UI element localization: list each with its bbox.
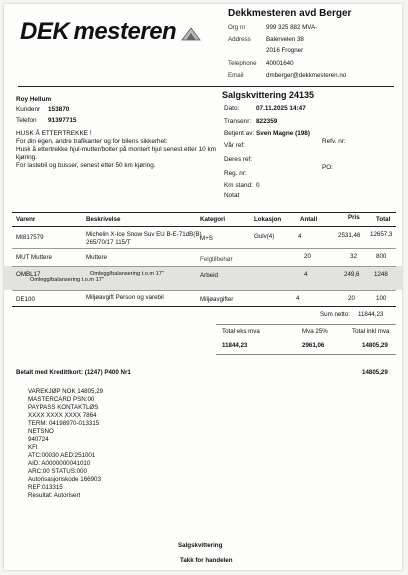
item-no: DE100	[16, 296, 35, 303]
notice-line: For din egen, andre trafikanter og for bilens sikkerhet:	[16, 138, 168, 145]
totals-bottom-rule	[216, 354, 396, 355]
terminal-line: XXXX XXXX XXXX 7864	[28, 412, 97, 419]
info-value: dmberger@dekkmesteren.no	[266, 72, 347, 79]
item-desc: Muttere	[86, 254, 107, 261]
payment-amount: 14805,29	[362, 369, 388, 376]
footer-thanks: Takk for handelen	[180, 557, 233, 564]
receipt-title: Salgskvittering 24135	[222, 90, 315, 100]
terminal-line: MASTERCARD PSN:00	[28, 396, 95, 403]
note-label: Notat	[224, 192, 240, 199]
item-location: Gulv(4)	[254, 233, 275, 240]
item-qty: 4	[296, 295, 300, 302]
receipt-page	[4, 4, 402, 570]
notice-line: HUSK Å ETTERTREKKE !	[16, 130, 92, 137]
item-desc2: Omlegg/balansering t.o.m 17"	[30, 277, 104, 283]
info-label: Email	[228, 72, 244, 79]
item-no: OMBL17	[16, 271, 41, 278]
item-category: Arbeid	[200, 272, 218, 279]
item-total: 1248	[374, 271, 388, 278]
logo-tire-icon	[180, 26, 202, 42]
item-qty: 4	[298, 233, 302, 240]
info-label: Org nr	[228, 24, 246, 31]
terminal-line: TERM: 04198970-013315	[28, 420, 100, 427]
info-value: 999 325 882 MVA-	[266, 24, 318, 31]
item-category: Felgtilbehør	[200, 256, 233, 263]
km-value: 0	[256, 182, 260, 189]
col-beskrivelse: Beskrivelse	[86, 216, 121, 223]
info-value: 2016 Frogner	[266, 47, 304, 54]
col-total: Total	[376, 216, 391, 223]
customer-no: 153870	[48, 106, 70, 113]
company-name: Dekkmesteren avd Berger	[228, 8, 352, 19]
reg-label: Reg. nr:	[224, 170, 247, 177]
customer-no-label: Kundenr	[16, 106, 41, 113]
terminal-line: Autorisasjonskode 166903	[28, 476, 101, 483]
payment-method: Betalt med Kredittkort: (1247) P400 Nr1	[16, 369, 131, 376]
our-ref-label: Vår ref:	[224, 142, 245, 149]
item-price: 249,6	[344, 271, 360, 278]
col-varenr: Varenr	[16, 216, 36, 223]
info-value: 40001640	[266, 60, 294, 67]
terminal-line: KFI	[28, 444, 38, 451]
item-category: Miljøavgifter	[200, 296, 234, 303]
info-value: Balervelen 38	[266, 36, 304, 43]
sum-netto-label: Sum netto:	[320, 311, 350, 318]
company-logo: DEK mesteren	[20, 18, 177, 45]
notice-line: For lastebil og busser, senest etter 50 km kjøring.	[16, 162, 156, 169]
trans-label: Transenr:	[224, 118, 252, 125]
date-label: Dato:	[224, 105, 240, 112]
date-value: 07.11.2025 14:47	[256, 105, 306, 112]
item-desc: Omlegg/balansering t.o.m 17"	[90, 271, 164, 277]
terminal-line: ATC:00030 AED:251001	[28, 452, 96, 459]
terminal-line: AID: A0000000041010	[28, 460, 91, 467]
info-label: Address	[228, 36, 251, 43]
terminal-line: NETSNO	[28, 428, 54, 435]
row-divider	[12, 248, 396, 249]
vat-label: Mva 25%	[302, 328, 328, 335]
item-category: M+S	[200, 235, 213, 242]
divider	[18, 86, 394, 87]
item-desc2: 265/70/17 115/T	[86, 239, 131, 246]
terminal-line: VAREKJØP NOK 14805,29	[28, 388, 104, 395]
item-total: 800	[376, 253, 387, 260]
item-desc: Miljøavgift Person og varebil	[86, 294, 164, 301]
vat-value: 2961,06	[302, 342, 325, 349]
terminal-line: 940724	[28, 436, 49, 443]
po-label: PO:	[322, 164, 334, 171]
table-top-rule	[12, 212, 396, 213]
col-lokasjon: Lokasjon	[254, 216, 282, 223]
km-label: Km stand:	[224, 182, 253, 189]
item-price: 32	[350, 253, 357, 260]
item-qty: 20	[304, 253, 311, 260]
item-qty: 4	[304, 271, 308, 278]
table-bottom-rule	[12, 306, 396, 307]
col-kategori: Kategori	[200, 216, 226, 223]
terminal-line: ARC:00 STATUS:000	[28, 468, 87, 475]
refv-label: Refv. nr:	[322, 138, 346, 145]
info-label: Telephone	[228, 60, 257, 67]
your-ref-label: Deres ref:	[224, 156, 253, 163]
col-pris: Pris	[348, 214, 360, 221]
col-antall: Antall	[300, 216, 318, 223]
item-desc: Michelin X-Ice Snow Suv EU B-E-71dB(B)	[86, 231, 202, 238]
item-no: MI817579	[16, 234, 44, 241]
terminal-line: Resultat: Autorisert	[28, 492, 81, 499]
item-total: 100	[376, 295, 387, 302]
footer-title: Salgskvittering	[178, 542, 223, 549]
item-price: 20	[348, 295, 355, 302]
served-value: Sven Magne (198)	[256, 130, 310, 137]
total-inc-vat-label: Total inkl mva	[352, 328, 390, 335]
row-divider	[12, 266, 396, 267]
terminal-line: PAYPASS KONTAKTLØS	[28, 404, 99, 411]
notice-line: Husk å ettertrekke hjul-mutter/bolter på montert hjul senest etter 10 km	[16, 146, 216, 153]
totals-top-rule	[216, 324, 396, 325]
total-ex-vat-value: 11844,23	[222, 342, 248, 349]
phone-value: 91397715	[48, 117, 77, 124]
total-ex-vat-label: Total eks mva	[222, 328, 260, 335]
phone-label: Telefon	[16, 117, 37, 124]
trans-value: 822359	[256, 118, 278, 125]
terminal-line: REF:013315	[28, 484, 63, 491]
total-inc-vat-value: 14805,29	[362, 342, 388, 349]
customer-name: Roy Hellum	[16, 96, 52, 103]
item-price: 2531,46	[338, 232, 361, 239]
table-header-rule	[12, 226, 396, 227]
sum-netto-value: 11844,23	[358, 311, 384, 318]
notice-line: kjøring.	[16, 154, 37, 161]
served-label: Betjent av:	[224, 130, 255, 137]
row-divider	[12, 290, 396, 291]
item-total: 12657,3	[370, 231, 393, 238]
item-no: MUT Muttere	[16, 254, 52, 261]
